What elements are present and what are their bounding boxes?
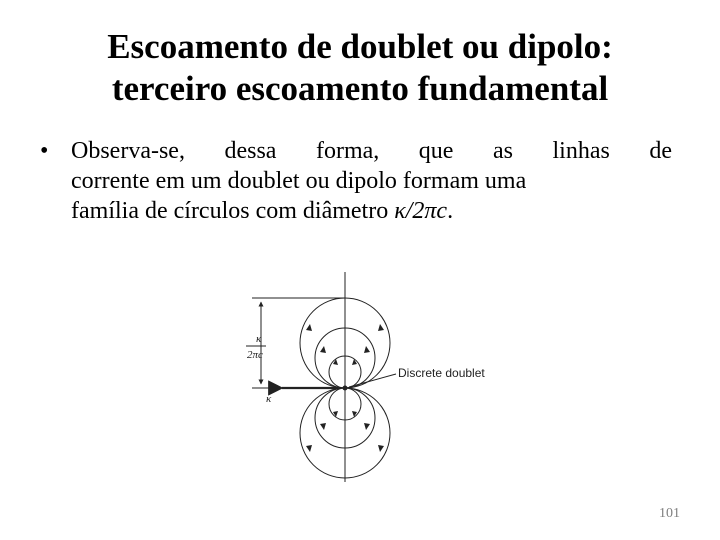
kappa-arrow-label: κ — [266, 393, 272, 405]
bullet-text — [71, 136, 672, 226]
bullet-line-3-end: . — [447, 198, 454, 224]
doublet-label-leader — [349, 374, 396, 387]
title-line-2: terceiro escoamento fundamental — [111, 69, 609, 108]
diameter-expression: κ/2πc — [394, 198, 448, 224]
bullet-line-3-text: família de círculos com diâmetro — [71, 198, 395, 224]
discrete-doublet-point — [343, 386, 348, 391]
bullet-dot: • — [40, 138, 49, 164]
page-number: 101 — [659, 506, 680, 521]
bullet-line-2: corrente em um doublet ou dipolo formam uma — [71, 168, 527, 194]
slide-title — [40, 26, 680, 110]
bullet-item — [40, 136, 672, 226]
bullet-line-3 — [71, 196, 672, 226]
dimension-denominator: 2πc — [247, 349, 263, 361]
bullet-line-1: Observa-se, dessa forma, que as linhas de — [71, 138, 672, 164]
discrete-doublet-label: Discrete doublet — [398, 366, 485, 380]
dimension-numerator: κ — [256, 333, 262, 345]
title-line-1: Escoamento de doublet ou dipolo: — [107, 27, 613, 66]
doublet-streamlines-figure — [232, 272, 502, 482]
